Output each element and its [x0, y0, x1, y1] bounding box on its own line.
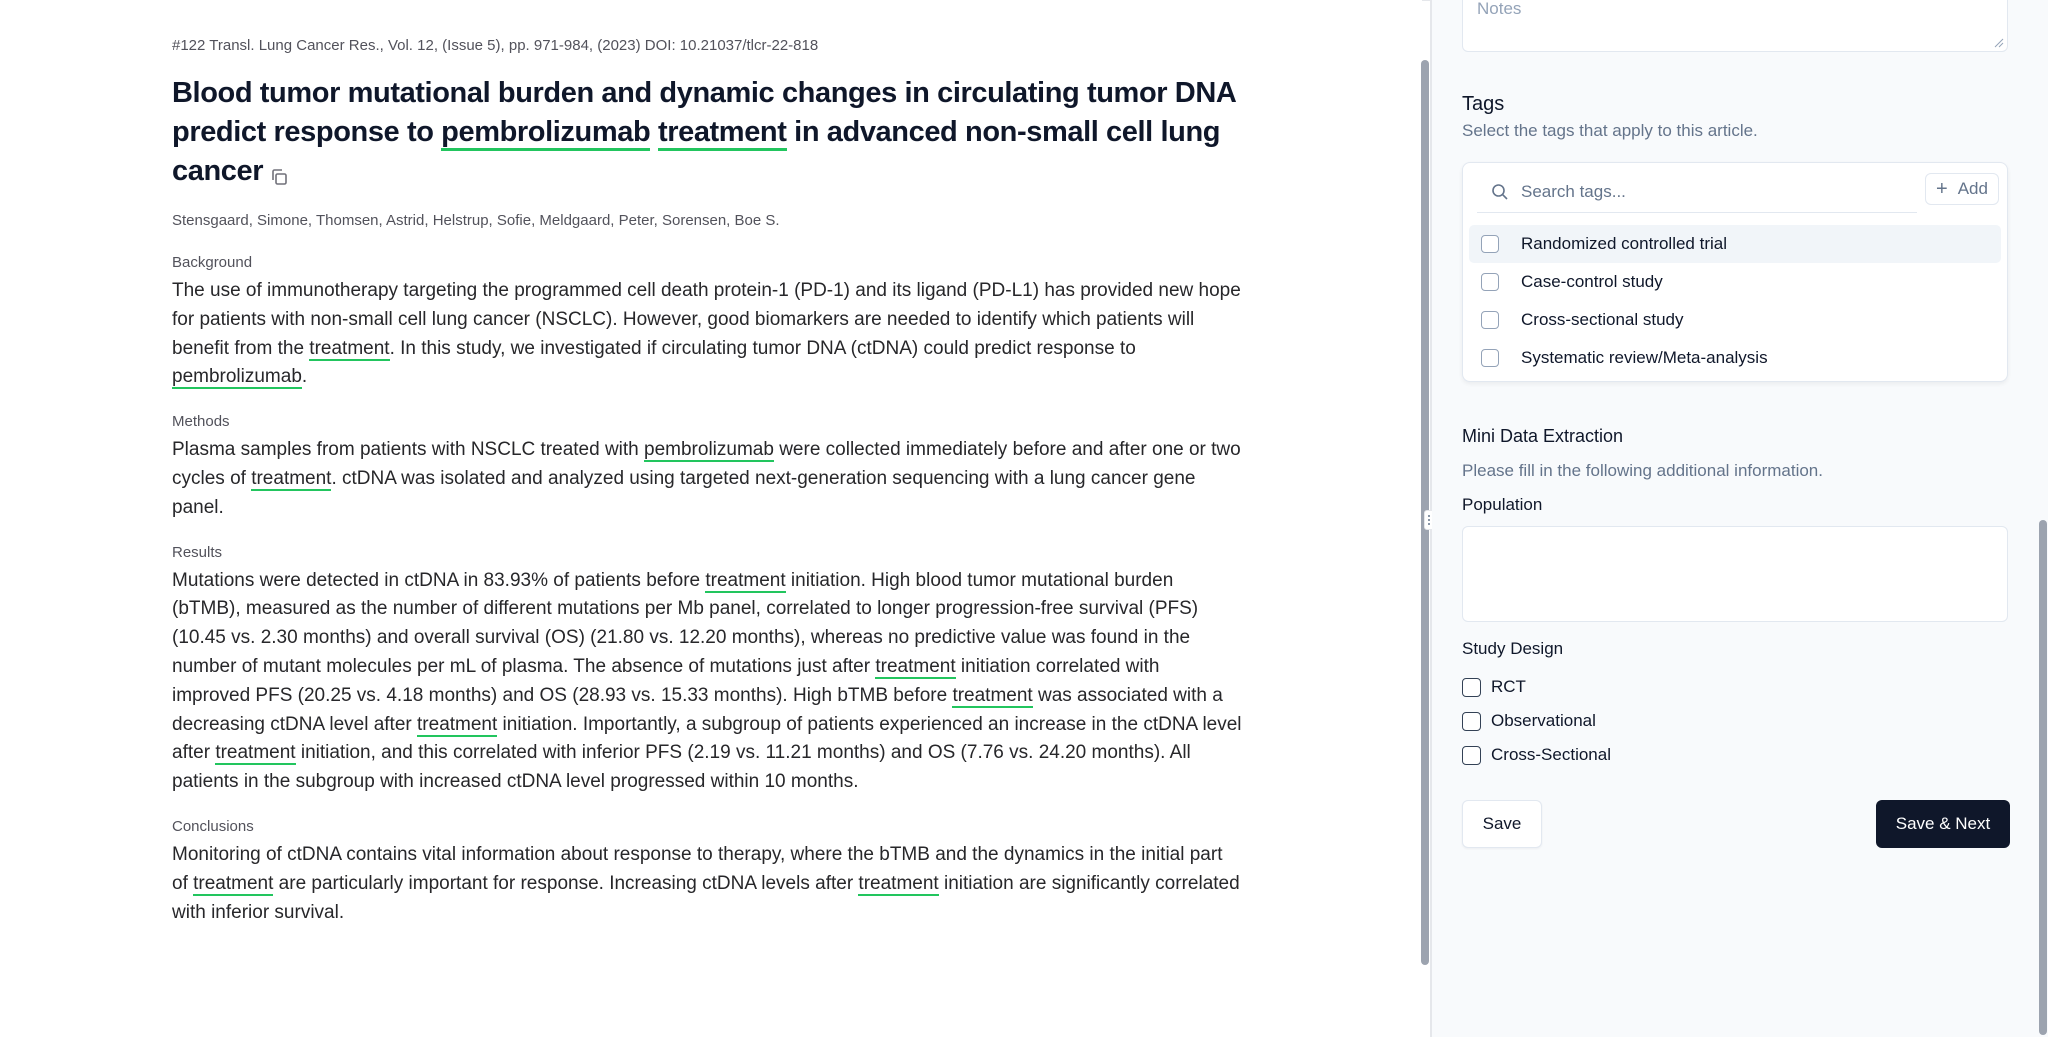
highlight-term: treatment: [705, 569, 786, 591]
highlight-term: treatment: [251, 467, 332, 489]
text-run: are particularly important for response. Increasing ctDNA levels after: [273, 872, 859, 894]
add-tag-label: Add: [1957, 179, 1988, 198]
tag-option-label: Systematic review/Meta-analysis: [1521, 348, 1768, 367]
text-run: was associated with a decreasing ctDNA level after: [172, 684, 1223, 735]
text-run: . In this study, we investigated if circulating tumor DNA (ctDNA) could predict response to: [389, 337, 1136, 359]
tags-heading: Tags: [1462, 93, 1505, 115]
tag-search-bar: [1477, 171, 1917, 213]
highlight-term: treatment: [952, 684, 1033, 706]
tags-subheading: Select the tags that apply to this article.: [1462, 121, 1758, 140]
text-run: initiation, and this correlated with inferior PFS (2.19 vs. 11.21 months) and OS (7.76 vs. 24.20 months). All patients in the subgroup with increased ctDNA level progressed within 10 months.: [172, 742, 1191, 793]
population-label: Population: [1462, 495, 1543, 514]
text-run: . ctDNA was isolated and analyzed using targeted next-generation sequencing with a lung cancer gene panel.: [172, 467, 1196, 518]
highlight-term: pembrolizumab: [172, 366, 302, 388]
tag-list: [1469, 225, 2001, 377]
scroll-up-arrow[interactable]: [1420, 0, 1430, 60]
mini-extraction-subheading: Please fill in the following additional information.: [1462, 461, 1823, 480]
article-title: [172, 74, 1242, 191]
section-text-background: [172, 277, 1242, 392]
highlight-term: pembrolizumab: [441, 116, 650, 151]
text-run: Mutations were detected in ctDNA in 83.93% of patients before: [172, 569, 706, 591]
text-run: initiation are significantly correlated with inferior survival.: [172, 872, 1240, 923]
text-run: were collected immediately before and after one or two cycles of: [172, 439, 1241, 489]
add-tag-button[interactable]: [1925, 173, 1999, 205]
text-run: .: [301, 366, 308, 388]
checkbox[interactable]: [1462, 746, 1481, 765]
sidebar-scrollbar[interactable]: [2039, 520, 2047, 1035]
notes-textarea[interactable]: [1462, 0, 2008, 52]
section-label-results: Results: [172, 543, 223, 561]
highlight-term: treatment: [875, 655, 956, 677]
sidebar: [1432, 0, 2048, 1037]
tag-option-label: Case-control study: [1521, 272, 1663, 291]
section-label-conclusions: Conclusions: [172, 817, 254, 835]
study-design-options: [1462, 670, 1611, 772]
title-text: [650, 116, 658, 148]
checkbox[interactable]: [1462, 678, 1481, 697]
tag-option[interactable]: [1469, 301, 2001, 339]
save-next-button[interactable]: Save & Next: [1876, 800, 2010, 848]
text-run: initiation correlated with improved PFS (20.25 vs. 4.18 months) and OS (28.93 vs. 15.33 months). High bTMB before: [172, 655, 1160, 706]
text-run: initiation. High blood tumor mutational burden (bTMB), measured as the number of different mutations per Mb panel, correlated to longer progression-free survival (PFS) (10.45 vs. 2.30 months) and overall survival (OS) (21.80 vs. 12.20 months), whereas no predictive value was found in the number of mutant molecules per mL of plasma. The absence of mutations just after: [172, 569, 1199, 677]
text-run: Monitoring of ctDNA contains vital information about response to therapy, where the bTMB and the dynamics in the initial part of: [172, 843, 1223, 894]
study-design-label: Study Design: [1462, 639, 1564, 658]
text-run: initiation. Importantly, a subgroup of patients experienced an increase in the ctDNA level after: [172, 713, 1242, 764]
tag-picker: [1462, 162, 2008, 382]
study-design-option[interactable]: [1462, 704, 1611, 738]
tag-option[interactable]: [1469, 263, 2001, 301]
text-run: Plasma samples from patients with NSCLC treated with: [172, 439, 645, 461]
highlight-term: treatment: [309, 337, 390, 359]
section-text-results: [172, 567, 1242, 797]
title-text: in advanced non-small cell lung cancer: [172, 116, 1221, 187]
tag-option[interactable]: [1469, 225, 2001, 263]
article: [172, 36, 1242, 927]
highlight-term: treatment: [658, 116, 787, 151]
checkbox[interactable]: [1462, 712, 1481, 731]
population-textarea[interactable]: [1462, 526, 2008, 622]
citation: #122 Transl. Lung Cancer Res., Vol. 12, (Issue 5), pp. 971-984, (2023) DOI: 10.21037/tlcr-22-818: [172, 37, 819, 54]
tag-option[interactable]: [1469, 339, 2001, 377]
checkbox[interactable]: [1481, 235, 1499, 253]
highlight-term: treatment: [215, 742, 296, 764]
section-text-conclusions: [172, 841, 1242, 927]
text-run: The use of immunotherapy targeting the programmed cell death protein-1 (PD-1) and its ligand (PD-L1) has provided new hope for patients with non-small cell lung cancer (NSCLC). However, good biomarkers are needed to identify which patients will benefit from the: [172, 280, 1241, 359]
study-design-option[interactable]: [1462, 738, 1611, 772]
search-icon: [1491, 183, 1509, 201]
study-design-option-label: Observational: [1491, 711, 1596, 730]
highlight-term: treatment: [193, 872, 274, 894]
checkbox[interactable]: [1481, 349, 1499, 367]
highlight-term: treatment: [858, 872, 939, 894]
tag-option-label: Randomized controlled trial: [1521, 234, 1727, 253]
notes-placeholder: Notes: [1477, 0, 1522, 18]
plus-icon: +: [1936, 178, 1948, 200]
save-button[interactable]: Save: [1462, 800, 1542, 848]
study-design-option-label: Cross-Sectional: [1491, 745, 1611, 764]
study-design-option-label: RCT: [1491, 677, 1526, 696]
study-design-option[interactable]: [1462, 670, 1611, 704]
title-text: Blood tumor mutational burden and dynamic changes in circulating tumor DNA predict response to: [172, 77, 1236, 148]
tag-option-label: Cross-sectional study: [1521, 310, 1684, 329]
checkbox[interactable]: [1481, 273, 1499, 291]
highlight-term: pembrolizumab: [644, 439, 774, 461]
checkbox[interactable]: [1481, 311, 1499, 329]
mini-extraction-heading: Mini Data Extraction: [1462, 426, 1624, 446]
section-text-methods: [172, 436, 1242, 522]
tag-search-input[interactable]: [1521, 182, 1901, 202]
authors: Stensgaard, Simone, Thomsen, Astrid, Helstrup, Sofie, Meldgaard, Peter, Sorensen, Boe S.: [172, 212, 780, 229]
highlight-term: treatment: [417, 713, 498, 735]
section-label-background: Background: [172, 254, 253, 271]
section-label-methods: Methods: [172, 413, 230, 431]
copy-icon[interactable]: [269, 159, 289, 179]
resize-grip-icon[interactable]: [1994, 38, 2004, 48]
